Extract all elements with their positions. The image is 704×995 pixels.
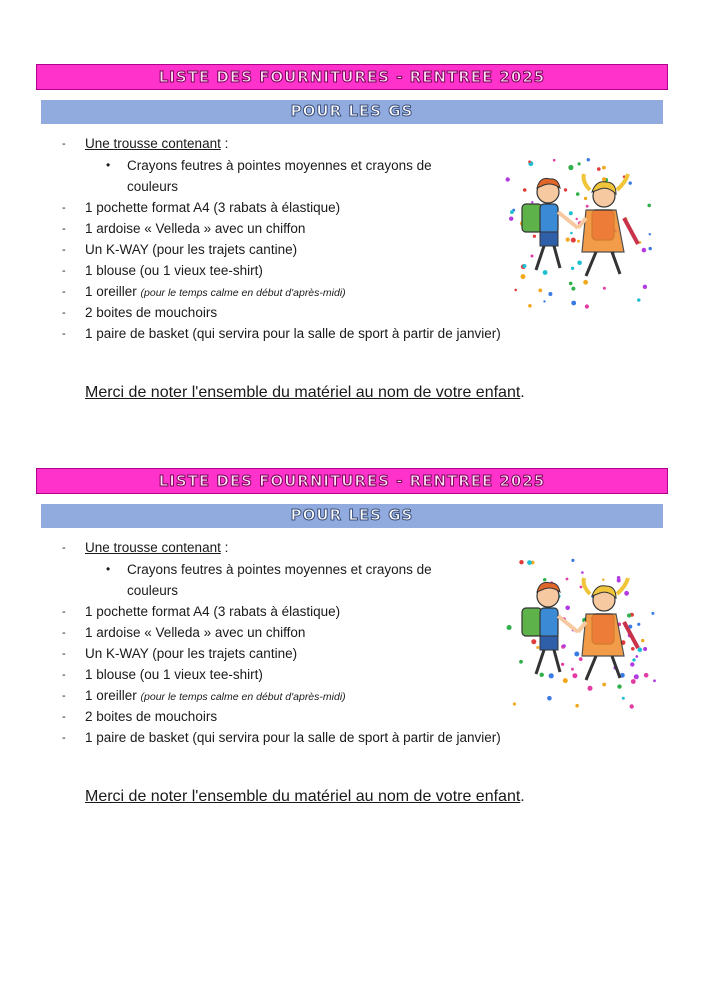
- pillow-note: (pour le temps calme en début d'après-midi): [140, 691, 346, 703]
- confetti-dot: [519, 560, 523, 564]
- confetti-dot: [528, 160, 531, 163]
- confetti-dot: [602, 177, 606, 181]
- smock-item: 1 blouse (ou 1 vieux tee-shirt): [85, 263, 263, 278]
- confetti-dot: [571, 267, 574, 270]
- confetti-dot: [519, 660, 523, 664]
- confetti-dot: [523, 188, 527, 192]
- confetti-dot: [569, 282, 573, 286]
- kway-item: Un K-WAY (pour les trajets cantine): [85, 646, 298, 661]
- confetti-dot: [522, 264, 526, 268]
- confetti-dot: [580, 586, 583, 589]
- confetti-dot: [553, 159, 556, 162]
- confetti-dot: [586, 205, 589, 208]
- sneakers-item: 1 paire de basket (qui servira pour la salle de sport à partir de janvier): [85, 730, 501, 745]
- pillow-item: 1 oreiller: [85, 688, 137, 703]
- confetti-dot: [637, 623, 640, 626]
- confetti-dot: [570, 232, 573, 235]
- confetti-dot: [630, 704, 634, 708]
- confetti-dot: [572, 673, 577, 678]
- pencil-case-item: Une trousse contenant: [85, 136, 221, 151]
- confetti-dot: [571, 668, 574, 671]
- confetti-dot: [576, 192, 580, 196]
- list-title-banner: LISTE DES FOURNITURES - RENTREE 2025: [36, 64, 668, 90]
- confetti-dot: [631, 679, 636, 684]
- confetti-dot: [617, 684, 621, 688]
- confetti-dot: [578, 162, 581, 165]
- supply-list-section-2: LISTE DES FOURNITURES - RENTREE 2025 POUR LES GS - Une trousse contenant : • Crayons feutres à pointes moyennes et crayons de couleurs - 1 pochette format A4 (3 rabats à élastique) - 1 ardoise « Velleda » avec un chiffon - Un K-WAY (pour les trajets cantine) - 1 blouse (ou 1 vieux tee-shirt) - 1 oreiller (pour le temps calme en début d'après-midi) - 2 boites de mouchoirs - 1 paire de basket (qui servira pour la salle de sport à partir de janvier) Merci de noter l'ensemble du matériel au nom de votre enfant.: [0, 468, 704, 868]
- confetti-dot: [584, 197, 587, 200]
- confetti-dot: [565, 606, 570, 611]
- slate-item: 1 ardoise « Velleda » avec un chiffon: [85, 221, 306, 236]
- confetti-dot: [527, 560, 532, 565]
- confetti-dot: [510, 210, 514, 214]
- confetti-dot: [571, 559, 574, 562]
- confetti-dot: [531, 639, 536, 644]
- confetti-dot: [538, 289, 542, 293]
- confetti-dot: [566, 578, 569, 581]
- confetti-dot: [622, 697, 625, 700]
- confetti-dot: [571, 287, 575, 291]
- class-subtitle-banner: POUR LES GS: [41, 504, 663, 528]
- confetti-dot: [547, 696, 552, 701]
- smock-item: 1 blouse (ou 1 vieux tee-shirt): [85, 667, 263, 682]
- confetti-dot: [507, 625, 512, 630]
- confetti-dot: [566, 238, 570, 242]
- reminder-message: Merci de noter l'ensemble du matériel au nom de votre enfant.: [85, 384, 525, 401]
- confetti-dot: [531, 255, 534, 258]
- confetti-dot: [585, 304, 589, 308]
- confetti-dot: [631, 647, 635, 651]
- confetti-dot: [644, 673, 649, 678]
- confetti-dot: [569, 211, 573, 215]
- confetti-dot: [575, 704, 579, 708]
- confetti-dot: [649, 247, 652, 250]
- confetti-dot: [563, 644, 566, 647]
- confetti-dot: [634, 674, 639, 679]
- confetti-dot: [641, 639, 644, 642]
- confetti-dot: [564, 188, 567, 191]
- confetti-dot: [563, 678, 568, 683]
- slate-item: 1 ardoise « Velleda » avec un chiffon: [85, 625, 306, 640]
- markers-item: Crayons feutres à pointes moyennes et crayons de couleurs: [127, 562, 432, 598]
- tissues-item: 2 boites de mouchoirs: [85, 305, 218, 320]
- tissues-item: 2 boites de mouchoirs: [85, 709, 218, 724]
- confetti-dot: [577, 261, 582, 266]
- confetti-dot: [528, 304, 532, 308]
- confetti-dot: [617, 576, 621, 580]
- pillow-note: (pour le temps calme en début d'après-midi): [140, 287, 346, 299]
- confetti-dot: [627, 613, 631, 617]
- pillow-item: 1 oreiller: [85, 284, 137, 299]
- confetti-dot: [583, 280, 588, 285]
- confetti-dot: [531, 201, 533, 203]
- class-subtitle-banner: POUR LES GS: [41, 100, 663, 124]
- confetti-dot: [653, 679, 656, 682]
- kway-item: Un K-WAY (pour les trajets cantine): [85, 242, 298, 257]
- confetti-dot: [635, 655, 638, 658]
- confetti-dot: [509, 217, 513, 221]
- confetti-dot: [587, 158, 590, 161]
- confetti-dot: [543, 578, 546, 581]
- dash-bullet: -: [62, 138, 66, 150]
- sneakers-item: 1 paire de basket (qui servira pour la salle de sport à partir de janvier): [85, 326, 501, 341]
- confetti-dot: [597, 167, 601, 171]
- confetti-dot: [533, 235, 536, 238]
- confetti-dot: [581, 571, 584, 574]
- dash-bullet: -: [62, 542, 66, 554]
- confetti-dot: [649, 233, 651, 235]
- confetti-dot: [571, 238, 576, 243]
- confetti-dot: [568, 165, 573, 170]
- confetti-dot: [514, 289, 517, 292]
- confetti-dot: [579, 657, 583, 661]
- reminder-message: Merci de noter l'ensemble du matériel au nom de votre enfant.: [85, 788, 525, 805]
- confetti-dot: [632, 658, 635, 661]
- confetti-dot: [540, 673, 544, 677]
- confetti-dot: [506, 177, 510, 181]
- dot-bullet: •: [106, 158, 111, 172]
- confetti-dot: [651, 612, 654, 615]
- confetti-dot: [602, 579, 604, 581]
- confetti-dot: [576, 218, 578, 220]
- confetti-dot: [577, 240, 580, 243]
- confetti-dot: [629, 181, 632, 184]
- confetti-dot: [624, 591, 629, 596]
- confetti-dot: [561, 663, 564, 666]
- confetti-dot: [603, 287, 606, 290]
- folder-item: 1 pochette format A4 (3 rabats à élastique): [85, 200, 341, 215]
- confetti-dot: [637, 298, 640, 301]
- confetti-dot: [638, 648, 643, 653]
- confetti-dot: [521, 274, 526, 279]
- confetti-dot: [602, 683, 606, 687]
- confetti-dot: [513, 702, 516, 705]
- confetti-dot: [602, 166, 606, 170]
- confetti-dot: [548, 292, 552, 296]
- dot-bullet: •: [106, 562, 111, 576]
- pencil-case-item: Une trousse contenant: [85, 540, 221, 555]
- confetti-dot: [543, 270, 548, 275]
- markers-item: Crayons feutres à pointes moyennes et crayons de couleurs: [127, 158, 432, 194]
- confetti-dot: [549, 673, 554, 678]
- list-title-banner: LISTE DES FOURNITURES - RENTREE 2025: [36, 468, 668, 494]
- confetti-dot: [647, 204, 651, 208]
- children-backpack-illustration: [500, 152, 660, 312]
- confetti-dot: [536, 646, 539, 649]
- confetti-dot: [642, 248, 647, 253]
- confetti-dot: [571, 301, 576, 306]
- children-backpack-illustration: [500, 556, 660, 716]
- confetti-dot: [543, 300, 545, 302]
- supply-list-section-1: LISTE DES FOURNITURES - RENTREE 2025 POUR LES GS - Une trousse contenant : • Crayons feutres à pointes moyennes et crayons de couleurs - 1 pochette format A4 (3 rabats à élastique) - 1 ardoise « Velleda » avec un chiffon - Un K-WAY (pour les trajets cantine) - 1 blouse (ou 1 vieux tee-shirt) - 1 oreiller (pour le temps calme en début d'après-midi) - 2 boites de mouchoirs - 1 paire de basket (qui servira pour la salle de sport à partir de janvier) Merci de noter l'ensemble du matériel au nom de votre enfant.: [0, 64, 704, 464]
- confetti-dot: [630, 662, 634, 666]
- confetti-dot: [574, 652, 579, 657]
- confetti-dot: [588, 686, 593, 691]
- confetti-dot: [643, 285, 647, 289]
- confetti-dot: [643, 647, 647, 651]
- folder-item: 1 pochette format A4 (3 rabats à élastique): [85, 604, 341, 619]
